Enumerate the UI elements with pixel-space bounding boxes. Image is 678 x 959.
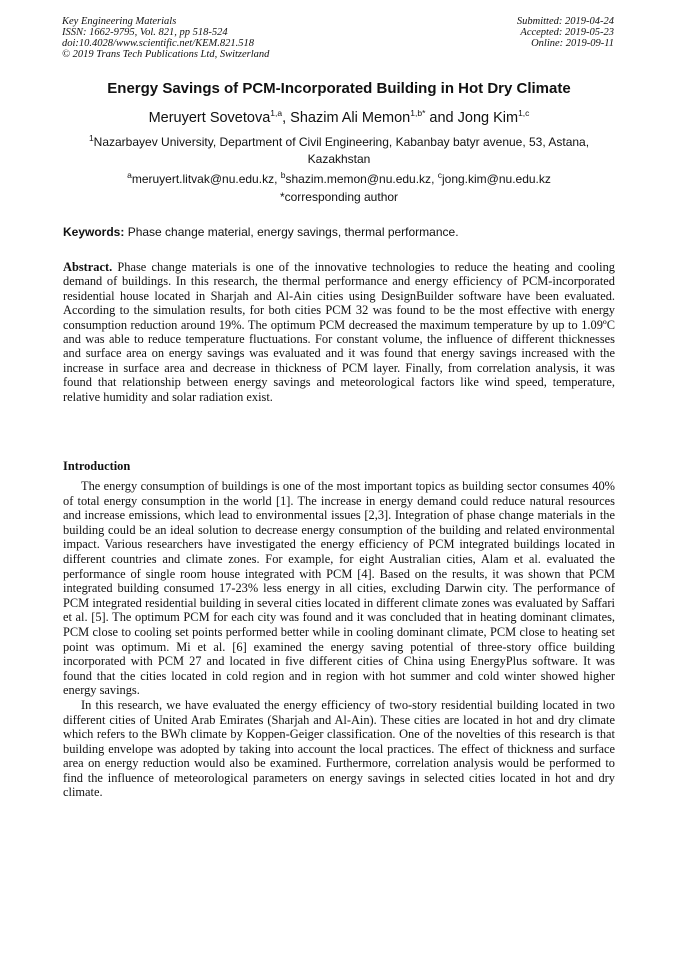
- date-submitted: Submitted: 2019-04-24: [516, 16, 614, 27]
- email-separator: ,: [274, 172, 281, 186]
- keywords-label: Keywords:: [63, 225, 125, 239]
- date-accepted: Accepted: 2019-05-23: [520, 27, 614, 38]
- author-superscript: 1,b*: [410, 108, 426, 118]
- author-superscript: 1,c: [518, 108, 530, 118]
- section-heading-introduction: Introduction: [63, 459, 131, 473]
- paragraph: In this research, we have evaluated the energy efficiency of two-story residential building located in two different cities of United Arab Emirates (Sharjah and Al-Ain). These cities are located in hot and dry climate which refers to the BWh climate by Koppen-Geiger classification. One of the novelties of this research is that building envelope was adopted by taking into account the local practices. The effect of thickness and surface area on energy reduction would also be examined. Furthermore, correlation analysis would be performed to find the influence of meteorological parameters on energy savings in selected cities located in hot and dry climate.: [63, 697, 615, 800]
- date-online: Online: 2019-09-11: [531, 38, 614, 49]
- introduction-body: [63, 479, 615, 800]
- journal-copyright: © 2019 Trans Tech Publications Ltd, Switzerland: [62, 49, 270, 60]
- affiliation-text: Nazarbayev University, Department of Civil Engineering, Kabanbay batyr avenue, 53, Astana, Kazakhstan: [93, 135, 590, 166]
- abstract: [63, 260, 615, 404]
- email-superscript: a: [127, 170, 132, 180]
- email-superscript: b: [280, 170, 286, 180]
- journal-name: Key Engineering Materials: [62, 16, 177, 27]
- affiliation: [70, 130, 608, 168]
- author-name: Meruyert Sovetova: [148, 109, 271, 126]
- author-separator: and: [425, 109, 458, 126]
- keywords: [63, 224, 615, 240]
- author-list: [40, 104, 638, 127]
- author-emails: [40, 167, 638, 187]
- publication-dates: [517, 16, 614, 49]
- paper-title: Energy Savings of PCM-Incorporated Building in Hot Dry Climate: [107, 80, 571, 97]
- email-link[interactable]: shazim.memon@nu.edu.kz: [285, 172, 432, 186]
- email-separator: ,: [431, 172, 438, 186]
- email-link[interactable]: jong.kim@nu.edu.kz: [441, 172, 551, 186]
- corresponding-author-note: *corresponding author: [279, 190, 399, 204]
- author-name: Jong Kim: [457, 109, 519, 126]
- author-separator: ,: [282, 109, 291, 126]
- author-superscript: 1,a: [270, 108, 283, 118]
- keywords-text: Phase change material, energy savings, thermal performance.: [124, 225, 459, 239]
- affiliation-superscript: 1: [88, 133, 94, 143]
- email-superscript: c: [437, 170, 442, 180]
- abstract-label: Abstract.: [63, 260, 113, 274]
- journal-issn: ISSN: 1662-9795, Vol. 821, pp 518-524: [62, 27, 228, 38]
- author-name: Shazim Ali Memon: [290, 109, 411, 126]
- journal-doi: doi:10.4028/www.scientific.net/KEM.821.518: [62, 38, 254, 49]
- abstract-text: Phase change materials is one of the innovative technologies to reduce the heating and cooling demand of buildings. In this research, the thermal performance and energy efficiency of PCM-incorporated residential house located in Sharjah and Al-Ain cities using DesignBuilder software have been evaluated. According to the simulation results, for both cities PCM 32 was found to be the most effective with energy consumption reduction around 19%. The optimum PCM decreased the maximum temperature by up to 1.09ºC and was able to reduce temperature fluctuations. For constant volume, the influence of different thicknesses and surface area on energy savings was evaluated and it was found that energy savings increased with the increase in surface area and decrease in thickness of PCM layer. Finally, from correlation analysis, it was found that relationship between energy savings and meteorological factors like wind speed, temperature, relative humidity and solar radiation exist.: [63, 260, 615, 404]
- paragraph: The energy consumption of buildings is one of the most important topics as building sector consumes 40% of total energy consumption in the world [1]. The increase in energy demand could reduce natural resources and increase emissions, which lead to environmental issues [2,3]. Integration of phase change materials in the building could be an ideal solution to decrease energy consumption of the building and related environmental impact. Various researchers have investigated the energy efficiency of PCM integrated buildings located in different countries and climate zones. For example, for eight Australian cities, Alam et al. evaluated the performance of single room house integrated with PCM [4]. Based on the results, it was shown that PCM integrated building consumed 17-23% less energy in all cities, excluding Darwin city. The performance of PCM integrated residential building in several cities located in different climate zones was evaluated by Saffari et al. [5]. The optimum PCM for each city was found and it was concluded that in heating dominant climates, PCM close to cooling set points performed better while in cooling dominant climate, PCM close to heating set point was optimum. Mi et al. [6] examined the energy saving potential of three-story office building incorporated with PCM 27 and located in five different cities of China using EnergyPlus software. It was found that the cities located in cold region and in region with hot summer and cold winter showed higher energy savings.: [63, 479, 615, 698]
- journal-info: [62, 16, 269, 60]
- email-link[interactable]: meruyert.litvak@nu.edu.kz: [131, 172, 275, 186]
